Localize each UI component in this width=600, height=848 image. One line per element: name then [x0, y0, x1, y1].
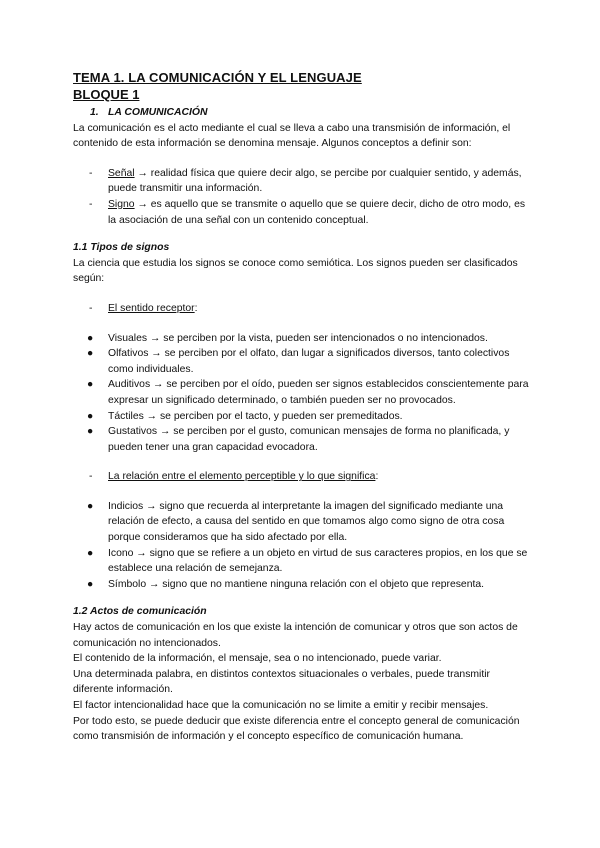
criterion-suffix: : [194, 302, 198, 314]
section-heading-comunicacion [90, 105, 533, 121]
list-item-text: Indicios → signo que recuerda al interpretante la imagen del significado mediante una relación de efecto, a causa del sentido en que tomamos algo como signo de otra cosa porque consideramos que ha sido afectado por ella. [108, 500, 505, 544]
bullet-icon: ● [87, 547, 94, 559]
criterion-relacion [73, 469, 533, 485]
list-item [73, 346, 533, 377]
definition-signo [73, 197, 533, 228]
list-item-text: Símbolo → signo que no mantiene ninguna relación con el objeto que representa. [108, 578, 485, 590]
definition-text: → realidad física que quiere decir algo, se percibe por cualquier sentido, y además, puede transmitir una información. [108, 167, 522, 195]
criterion-sentido-receptor [73, 301, 533, 317]
section1-intro: La comunicación es el acto mediante el cual se lleva a cabo una transmisión de información, el contenido de esta información se denomina mensaje. Algunos conceptos a definir son: [73, 122, 511, 150]
subsection-heading-tipos-de-signos: 1.1 Tipos de signos [73, 242, 170, 254]
list-item-text: Olfativos → se perciben por el olfato, dan lugar a significados diversos, tanto colectivos como individuales. [108, 348, 510, 375]
list-item [73, 577, 533, 593]
bullet-icon: ● [87, 426, 94, 438]
paragraph: Por todo esto, se puede deducir que existe diferencia entre el concepto general de comunicación como transmisión de información y el concepto específico de comunicación humana. [73, 715, 520, 743]
list-item [73, 424, 533, 455]
paragraph: El contenido de la información, el mensaje, sea o no intencionado, puede variar. [73, 653, 442, 665]
list-item-text: Icono → signo que se refiere a un objeto en virtud de sus caracteres propios, en los que se establece una relación de semejanza. [108, 547, 528, 575]
definition-senal [73, 166, 533, 197]
paragraph: Hay actos de comunicación en los que existe la intención de comunicar y otros que son actos de comunicación no intencionados. [73, 622, 518, 649]
list-item [73, 331, 533, 347]
document-title: TEMA 1. LA COMUNICACIÓN Y EL LENGUAJE [73, 70, 362, 85]
list-item [73, 409, 533, 425]
section-heading-text: LA COMUNICACIÓN [108, 107, 208, 118]
bullet-icon: ● [87, 578, 94, 590]
paragraph: El factor intencionalidad hace que la comunicación no se limite a emitir y recibir mensajes. [73, 700, 489, 711]
bullet-icon: ● [87, 410, 94, 422]
list-item [73, 377, 533, 408]
block-title: BLOQUE 1 [73, 87, 140, 102]
bullet-icon: ● [87, 348, 94, 360]
list-item [73, 546, 533, 577]
paragraph: Una determinada palabra, en distintos contextos situacionales o verbales, puede transmitir diferente información. [73, 668, 491, 696]
criterion-suffix: : [375, 471, 379, 483]
section-number: 1. [90, 107, 99, 118]
list-item-text: Táctiles → se perciben por el tacto, y pueden ser premeditados. [108, 410, 403, 422]
subsection-heading-actos: 1.2 Actos de comunicación [73, 606, 207, 618]
document-page [73, 70, 533, 745]
criterion-label: La relación entre el elemento perceptible y lo que significa [108, 471, 376, 483]
bullet-icon: ● [87, 332, 94, 344]
definition-term: Signo [108, 198, 135, 210]
section11-intro: La ciencia que estudia los signos se conoce como semiótica. Los signos pueden ser clasificados según: [73, 257, 518, 285]
list-item-text: Gustativos → se perciben por el gusto, comunican mensajes de forma no planificada, y pueden tener una gran capacidad evocadora. [108, 426, 510, 453]
list-item-text: Visuales → se perciben por la vista, pueden ser intencionados o no intencionados. [108, 332, 488, 344]
list-item [73, 499, 533, 546]
definition-text: → es aquello que se transmite o aquello que se quiere decir, dicho de otro modo, es la asociación de una señal con un contenido conceptual. [108, 198, 526, 226]
criterion-label: El sentido receptor [108, 302, 195, 314]
definition-term: Señal [108, 167, 135, 179]
bullet-icon: ● [87, 379, 94, 391]
list-item-text: Auditivos → se perciben por el oído, pueden ser signos establecidos conscientemente para expresar un significado determinado, o también pueden ser no provocados. [108, 379, 529, 406]
bullet-icon: ● [87, 500, 94, 512]
